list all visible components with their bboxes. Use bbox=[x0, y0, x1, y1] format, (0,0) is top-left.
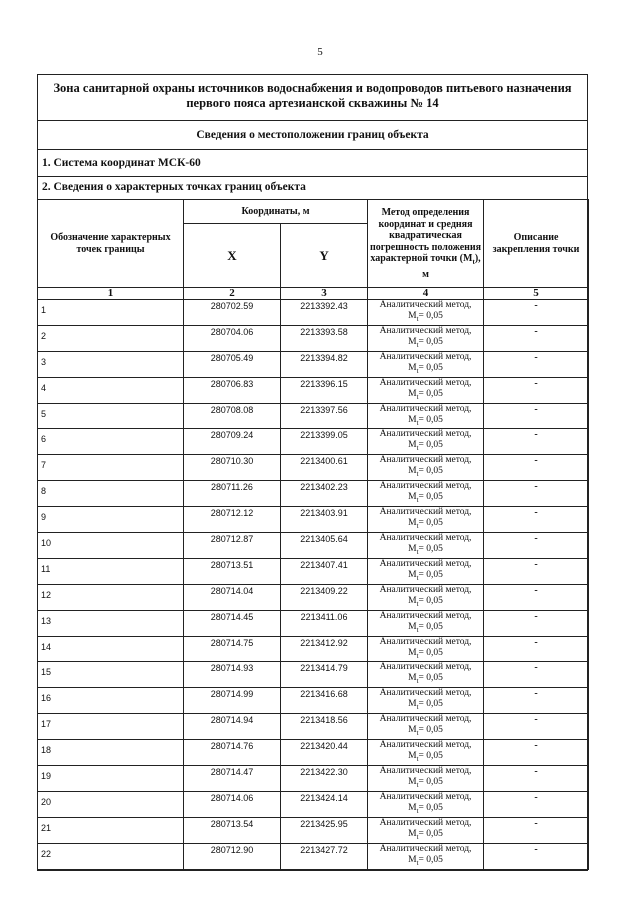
point-designation: 11 bbox=[38, 558, 184, 584]
title-line-1: Зона санитарной охраны источников водоснабжения и водопроводов питьевого назначения bbox=[53, 81, 572, 95]
y-coordinate: 2213402.23 bbox=[281, 481, 368, 507]
point-description: - bbox=[484, 584, 589, 610]
x-coordinate: 280713.54 bbox=[184, 817, 281, 843]
method-value: = 0,05 bbox=[418, 777, 443, 788]
point-description: - bbox=[484, 843, 589, 869]
method-sub: t bbox=[416, 392, 419, 401]
point-designation: 1 bbox=[38, 300, 184, 326]
method-name: Аналитический метод, bbox=[379, 662, 472, 673]
method-m: M bbox=[408, 802, 417, 813]
method-cell bbox=[368, 817, 484, 843]
y-coordinate: 2213400.61 bbox=[281, 455, 368, 481]
method-name: Аналитический метод, bbox=[379, 843, 472, 854]
x-coordinate: 280712.87 bbox=[184, 533, 281, 559]
title-line-2: первого пояса артезианской скважины № 14 bbox=[186, 96, 439, 110]
header-y: Y bbox=[281, 224, 368, 288]
method-name: Аналитический метод, bbox=[379, 558, 472, 569]
y-coordinate: 2213399.05 bbox=[281, 429, 368, 455]
method-value: = 0,05 bbox=[418, 854, 443, 865]
point-description: - bbox=[484, 688, 589, 714]
x-coordinate: 280714.99 bbox=[184, 688, 281, 714]
method-cell bbox=[368, 740, 484, 766]
method-m: M bbox=[408, 544, 417, 555]
method-accuracy bbox=[368, 622, 483, 636]
method-value: = 0,05 bbox=[418, 828, 443, 839]
point-designation: 15 bbox=[38, 662, 184, 688]
method-sub: t bbox=[416, 651, 419, 660]
point-description: - bbox=[484, 662, 589, 688]
method-sub: t bbox=[416, 444, 419, 453]
method-sub: t bbox=[416, 573, 419, 582]
method-accuracy bbox=[368, 855, 483, 869]
x-coordinate: 280710.30 bbox=[184, 455, 281, 481]
method-m: M bbox=[408, 311, 417, 321]
point-description: - bbox=[484, 403, 589, 429]
method-accuracy bbox=[368, 363, 483, 377]
method-accuracy bbox=[368, 492, 483, 506]
x-coordinate: 280711.26 bbox=[184, 481, 281, 507]
table-row bbox=[38, 662, 589, 688]
y-coordinate: 2213412.92 bbox=[281, 636, 368, 662]
table-row bbox=[38, 817, 589, 843]
method-name: Аналитический метод, bbox=[379, 688, 472, 699]
column-number-row bbox=[38, 288, 589, 300]
point-description: - bbox=[484, 351, 589, 377]
point-designation: 21 bbox=[38, 817, 184, 843]
method-m: M bbox=[408, 699, 417, 710]
method-cell bbox=[368, 843, 484, 869]
y-coordinate: 2213405.64 bbox=[281, 533, 368, 559]
table-row bbox=[38, 843, 589, 869]
point-description: - bbox=[484, 558, 589, 584]
point-designation: 20 bbox=[38, 791, 184, 817]
method-value: = 0,05 bbox=[418, 647, 443, 658]
coordinate-system-heading: 1. Система координат МСК-60 bbox=[38, 150, 587, 177]
method-m: M bbox=[408, 569, 417, 580]
method-sub: t bbox=[416, 858, 419, 867]
header-description: Описание закрепления точки bbox=[484, 200, 589, 288]
x-coordinate: 280702.59 bbox=[184, 300, 281, 326]
column-number: 3 bbox=[281, 288, 368, 300]
method-name: Аналитический метод, bbox=[379, 533, 472, 544]
method-cell bbox=[368, 558, 484, 584]
point-designation: 9 bbox=[38, 507, 184, 533]
method-name: Аналитический метод, bbox=[379, 429, 472, 440]
method-sub: t bbox=[416, 755, 419, 764]
y-coordinate: 2213411.06 bbox=[281, 610, 368, 636]
point-description: - bbox=[484, 791, 589, 817]
method-name: Аналитический метод, bbox=[379, 403, 472, 414]
method-accuracy bbox=[368, 570, 483, 584]
method-sub: t bbox=[416, 314, 419, 323]
method-sub: t bbox=[416, 418, 419, 427]
point-description: - bbox=[484, 481, 589, 507]
method-cell bbox=[368, 429, 484, 455]
header-method-tail: ), м bbox=[422, 253, 481, 280]
method-name: Аналитический метод, bbox=[379, 507, 472, 518]
method-value: = 0,05 bbox=[418, 414, 443, 425]
x-coordinate: 280712.12 bbox=[184, 507, 281, 533]
method-m: M bbox=[408, 492, 417, 503]
method-name: Аналитический метод, bbox=[379, 455, 472, 466]
column-number: 2 bbox=[184, 288, 281, 300]
x-coordinate: 280714.94 bbox=[184, 714, 281, 740]
method-cell bbox=[368, 533, 484, 559]
header-point-designation: Обозначение характерных точек границы bbox=[38, 200, 184, 288]
point-designation: 7 bbox=[38, 455, 184, 481]
method-accuracy bbox=[368, 389, 483, 403]
method-value: = 0,05 bbox=[418, 440, 443, 451]
x-coordinate: 280714.76 bbox=[184, 740, 281, 766]
method-name: Аналитический метод, bbox=[379, 610, 472, 621]
point-description: - bbox=[484, 610, 589, 636]
method-m: M bbox=[408, 362, 417, 373]
method-value: = 0,05 bbox=[418, 311, 443, 321]
header-method-text: Метод определения координат и средняя квадратическая погрешность положения характерной точки (M bbox=[369, 207, 482, 264]
method-value: = 0,05 bbox=[418, 466, 443, 477]
point-designation: 4 bbox=[38, 377, 184, 403]
y-coordinate: 2213420.44 bbox=[281, 740, 368, 766]
method-sub: t bbox=[416, 780, 419, 789]
method-cell bbox=[368, 766, 484, 792]
method-sub: t bbox=[416, 729, 419, 738]
column-number: 4 bbox=[368, 288, 484, 300]
point-designation: 12 bbox=[38, 584, 184, 610]
method-cell bbox=[368, 377, 484, 403]
y-coordinate: 2213407.41 bbox=[281, 558, 368, 584]
method-m: M bbox=[408, 725, 417, 736]
method-accuracy bbox=[368, 751, 483, 765]
method-name: Аналитический метод, bbox=[379, 714, 472, 725]
point-designation: 17 bbox=[38, 714, 184, 740]
table-row bbox=[38, 429, 589, 455]
y-coordinate: 2213394.82 bbox=[281, 351, 368, 377]
method-value: = 0,05 bbox=[418, 544, 443, 555]
document-title bbox=[38, 75, 587, 121]
method-name: Аналитический метод, bbox=[379, 740, 472, 751]
method-sub: t bbox=[416, 703, 419, 712]
point-designation: 5 bbox=[38, 403, 184, 429]
header-coordinates: Координаты, м bbox=[184, 200, 368, 224]
column-number: 1 bbox=[38, 288, 184, 300]
method-sub: t bbox=[416, 366, 419, 375]
point-designation: 18 bbox=[38, 740, 184, 766]
y-coordinate: 2213418.56 bbox=[281, 714, 368, 740]
method-m: M bbox=[408, 621, 417, 632]
method-accuracy bbox=[368, 518, 483, 532]
method-cell bbox=[368, 481, 484, 507]
point-designation: 13 bbox=[38, 610, 184, 636]
method-cell bbox=[368, 610, 484, 636]
point-description: - bbox=[484, 377, 589, 403]
method-sub: t bbox=[416, 547, 419, 556]
x-coordinate: 280714.04 bbox=[184, 584, 281, 610]
point-designation: 8 bbox=[38, 481, 184, 507]
table-row bbox=[38, 766, 589, 792]
method-sub: t bbox=[416, 625, 419, 634]
table-row bbox=[38, 377, 589, 403]
method-value: = 0,05 bbox=[418, 673, 443, 684]
table-row bbox=[38, 300, 589, 326]
method-value: = 0,05 bbox=[418, 388, 443, 399]
point-description: - bbox=[484, 507, 589, 533]
point-designation: 22 bbox=[38, 843, 184, 869]
method-cell bbox=[368, 636, 484, 662]
method-name: Аналитический метод, bbox=[379, 817, 472, 828]
method-value: = 0,05 bbox=[418, 621, 443, 632]
method-m: M bbox=[408, 751, 417, 762]
table-row bbox=[38, 403, 589, 429]
method-value: = 0,05 bbox=[418, 751, 443, 762]
method-sub: t bbox=[416, 340, 419, 349]
method-value: = 0,05 bbox=[418, 336, 443, 347]
x-coordinate: 280714.06 bbox=[184, 791, 281, 817]
method-m: M bbox=[408, 647, 417, 658]
x-coordinate: 280714.93 bbox=[184, 662, 281, 688]
method-cell bbox=[368, 403, 484, 429]
method-accuracy bbox=[368, 829, 483, 843]
table-row bbox=[38, 636, 589, 662]
method-cell bbox=[368, 300, 484, 326]
x-coordinate: 280714.75 bbox=[184, 636, 281, 662]
method-accuracy bbox=[368, 415, 483, 429]
x-coordinate: 280708.08 bbox=[184, 403, 281, 429]
y-coordinate: 2213393.58 bbox=[281, 325, 368, 351]
table-row bbox=[38, 481, 589, 507]
y-coordinate: 2213403.91 bbox=[281, 507, 368, 533]
method-accuracy bbox=[368, 466, 483, 480]
method-cell bbox=[368, 688, 484, 714]
method-m: M bbox=[408, 466, 417, 477]
method-m: M bbox=[408, 828, 417, 839]
method-cell bbox=[368, 351, 484, 377]
method-name: Аналитический метод, bbox=[379, 791, 472, 802]
point-designation: 16 bbox=[38, 688, 184, 714]
table-row bbox=[38, 584, 589, 610]
column-number: 5 bbox=[484, 288, 589, 300]
y-coordinate: 2213396.15 bbox=[281, 377, 368, 403]
method-name: Аналитический метод, bbox=[379, 766, 472, 777]
x-coordinate: 280713.51 bbox=[184, 558, 281, 584]
point-description: - bbox=[484, 817, 589, 843]
method-name: Аналитический метод, bbox=[379, 300, 472, 310]
method-sub: t bbox=[416, 470, 419, 479]
point-description: - bbox=[484, 533, 589, 559]
method-accuracy bbox=[368, 337, 483, 351]
y-coordinate: 2213414.79 bbox=[281, 662, 368, 688]
method-value: = 0,05 bbox=[418, 802, 443, 813]
method-name: Аналитический метод, bbox=[379, 481, 472, 492]
method-m: M bbox=[408, 440, 417, 451]
points-heading: 2. Сведения о характерных точках границ объекта bbox=[42, 181, 306, 193]
method-m: M bbox=[408, 518, 417, 529]
x-coordinate: 280705.49 bbox=[184, 351, 281, 377]
method-sub: t bbox=[416, 677, 419, 686]
point-description: - bbox=[484, 766, 589, 792]
page-number: 5 bbox=[317, 46, 323, 58]
method-sub: t bbox=[416, 806, 419, 815]
method-sub: t bbox=[416, 599, 419, 608]
header-x: X bbox=[184, 224, 281, 288]
method-accuracy bbox=[368, 648, 483, 662]
point-description: - bbox=[484, 636, 589, 662]
method-m: M bbox=[408, 336, 417, 347]
y-coordinate: 2213422.30 bbox=[281, 766, 368, 792]
method-value: = 0,05 bbox=[418, 699, 443, 710]
method-value: = 0,05 bbox=[418, 725, 443, 736]
point-designation: 10 bbox=[38, 533, 184, 559]
method-value: = 0,05 bbox=[418, 518, 443, 529]
method-m: M bbox=[408, 673, 417, 684]
method-accuracy bbox=[368, 673, 483, 687]
points-table-body bbox=[38, 300, 589, 870]
point-description: - bbox=[484, 740, 589, 766]
table-row bbox=[38, 688, 589, 714]
point-description: - bbox=[484, 714, 589, 740]
table-row bbox=[38, 791, 589, 817]
method-m: M bbox=[408, 388, 417, 399]
point-description: - bbox=[484, 325, 589, 351]
method-name: Аналитический метод, bbox=[379, 377, 472, 388]
y-coordinate: 2213397.56 bbox=[281, 403, 368, 429]
x-coordinate: 280709.24 bbox=[184, 429, 281, 455]
x-coordinate: 280712.90 bbox=[184, 843, 281, 869]
method-sub: t bbox=[416, 522, 419, 531]
table-row bbox=[38, 533, 589, 559]
x-coordinate: 280714.47 bbox=[184, 766, 281, 792]
method-m: M bbox=[408, 595, 417, 606]
document-sheet bbox=[37, 74, 588, 871]
y-coordinate: 2213392.43 bbox=[281, 300, 368, 326]
method-accuracy bbox=[368, 311, 483, 325]
method-cell bbox=[368, 507, 484, 533]
method-cell bbox=[368, 662, 484, 688]
method-accuracy bbox=[368, 777, 483, 791]
method-name: Аналитический метод, bbox=[379, 584, 472, 595]
table-row bbox=[38, 740, 589, 766]
method-cell bbox=[368, 455, 484, 481]
points-table bbox=[37, 199, 589, 870]
method-value: = 0,05 bbox=[418, 362, 443, 373]
method-sub: t bbox=[416, 832, 419, 841]
y-coordinate: 2213424.14 bbox=[281, 791, 368, 817]
point-designation: 3 bbox=[38, 351, 184, 377]
method-cell bbox=[368, 791, 484, 817]
method-accuracy bbox=[368, 596, 483, 610]
point-designation: 6 bbox=[38, 429, 184, 455]
table-row bbox=[38, 714, 589, 740]
method-value: = 0,05 bbox=[418, 569, 443, 580]
table-row bbox=[38, 351, 589, 377]
header-method bbox=[368, 200, 484, 288]
method-accuracy bbox=[368, 440, 483, 454]
table-row bbox=[38, 507, 589, 533]
method-cell bbox=[368, 325, 484, 351]
method-cell bbox=[368, 584, 484, 610]
method-value: = 0,05 bbox=[418, 492, 443, 503]
method-name: Аналитический метод, bbox=[379, 636, 472, 647]
point-designation: 14 bbox=[38, 636, 184, 662]
method-cell bbox=[368, 714, 484, 740]
table-row bbox=[38, 325, 589, 351]
method-accuracy bbox=[368, 725, 483, 739]
method-name: Аналитический метод, bbox=[379, 351, 472, 362]
method-m: M bbox=[408, 777, 417, 788]
method-name: Аналитический метод, bbox=[379, 325, 472, 336]
point-description: - bbox=[484, 429, 589, 455]
point-designation: 19 bbox=[38, 766, 184, 792]
point-description: - bbox=[484, 300, 589, 326]
method-sub: t bbox=[416, 496, 419, 505]
y-coordinate: 2213409.22 bbox=[281, 584, 368, 610]
x-coordinate: 280706.83 bbox=[184, 377, 281, 403]
x-coordinate: 280714.45 bbox=[184, 610, 281, 636]
table-row bbox=[38, 455, 589, 481]
method-m: M bbox=[408, 854, 417, 865]
method-value: = 0,05 bbox=[418, 595, 443, 606]
method-m: M bbox=[408, 414, 417, 425]
table-row bbox=[38, 610, 589, 636]
point-description: - bbox=[484, 455, 589, 481]
y-coordinate: 2213427.72 bbox=[281, 843, 368, 869]
section-subtitle: Сведения о местоположении границ объекта bbox=[38, 121, 587, 150]
table-row bbox=[38, 558, 589, 584]
method-accuracy bbox=[368, 803, 483, 817]
y-coordinate: 2213416.68 bbox=[281, 688, 368, 714]
y-coordinate: 2213425.95 bbox=[281, 817, 368, 843]
method-accuracy bbox=[368, 544, 483, 558]
x-coordinate: 280704.06 bbox=[184, 325, 281, 351]
method-accuracy bbox=[368, 699, 483, 713]
header-method-sub: t bbox=[472, 258, 475, 266]
point-designation: 2 bbox=[38, 325, 184, 351]
